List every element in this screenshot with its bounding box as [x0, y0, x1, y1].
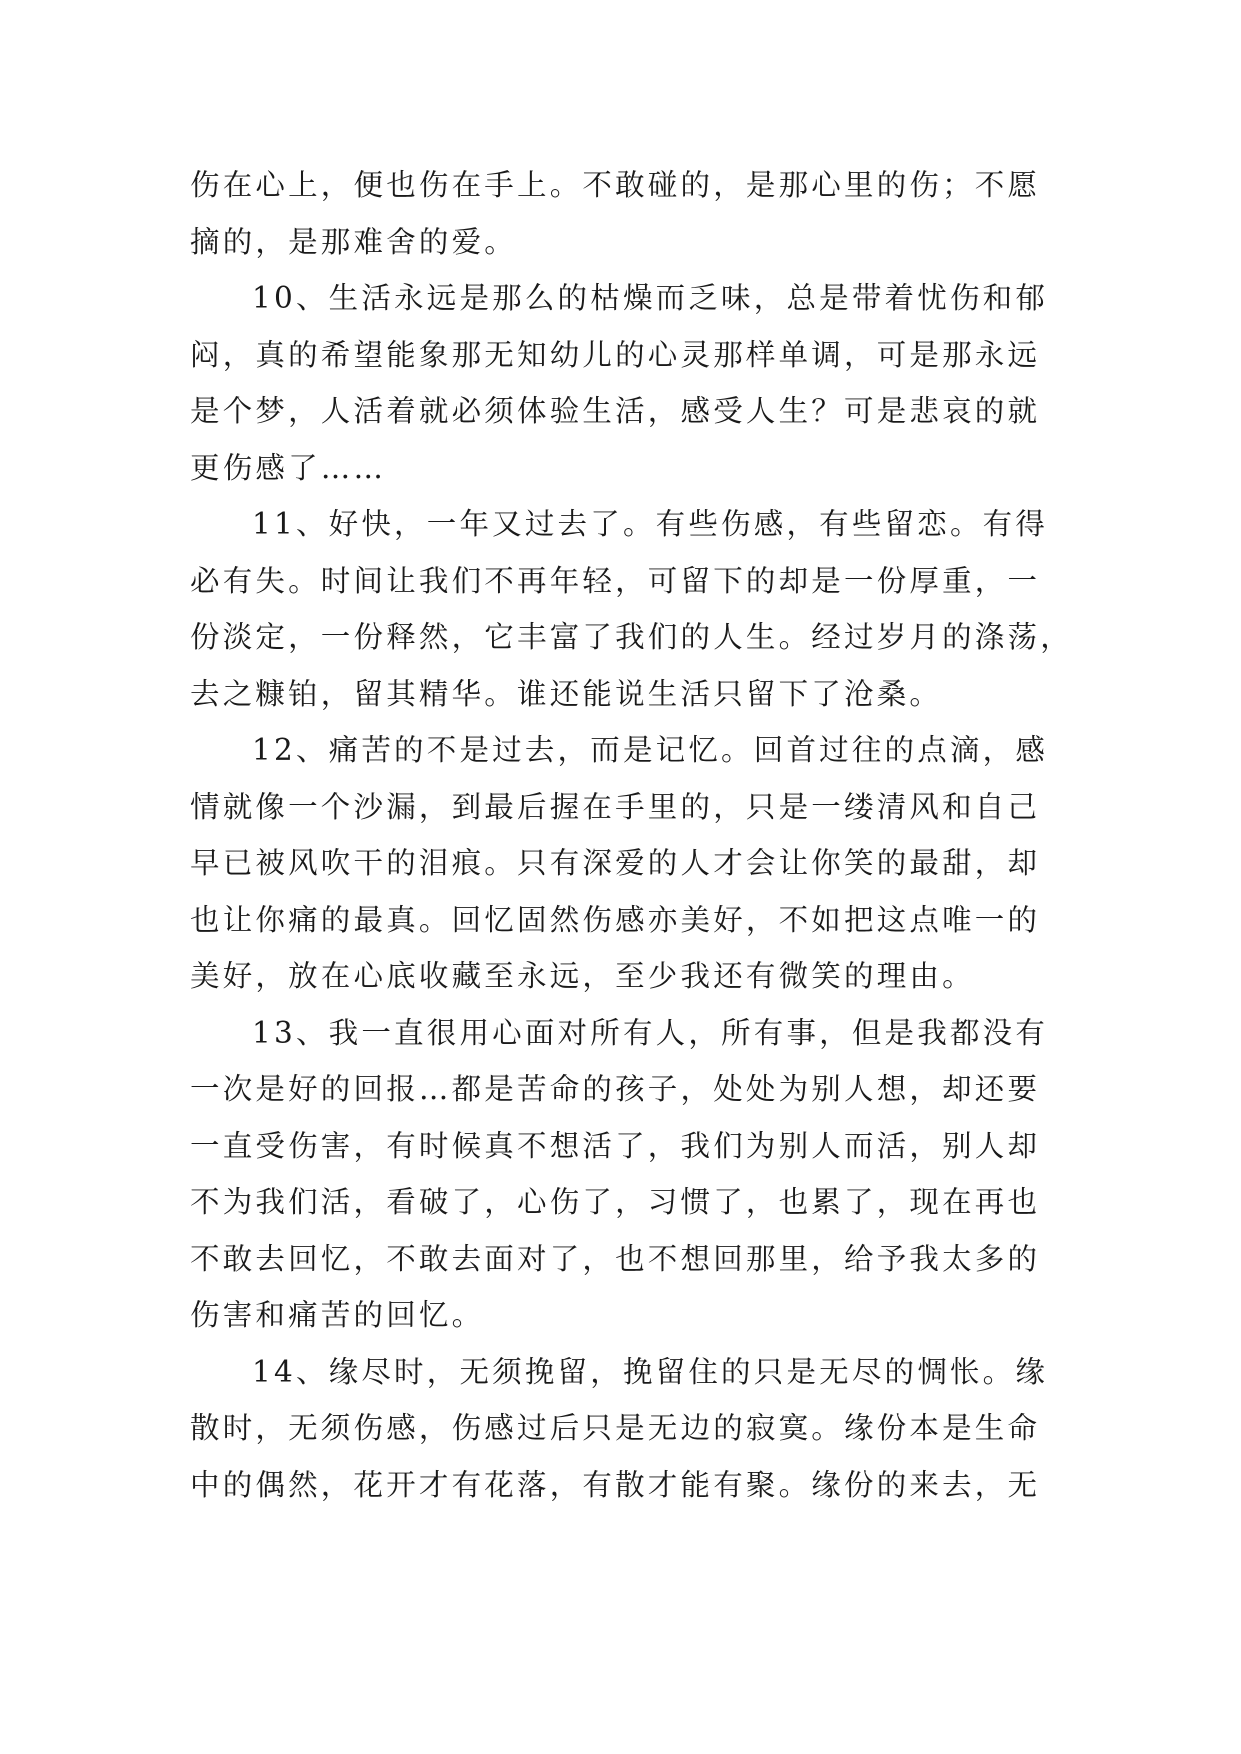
text-line: 散时，无须伤感，伤感过后只是无边的寂寞。缘份本是生命 — [190, 1411, 1041, 1445]
text-line: 一次是好的回报…都是苦命的孩子，处处为别人想，却还要 — [190, 1072, 1041, 1106]
text-line: 不敢去回忆，不敢去面对了，也不想回那里，给予我太多的 — [190, 1241, 1041, 1276]
text-line: 去之糠铂，留其精华。谁还能说生活只留下了沧桑。 — [190, 676, 943, 711]
text-line: 更伤感了…… — [190, 450, 387, 485]
text-line: 中的偶然，花开才有花落，有散才能有聚。缘份的来去，无 — [190, 1467, 1041, 1502]
text-line: 是个梦，人活着就必须体验生活，感受人生？可是悲哀的就 — [190, 394, 1041, 428]
text-line: 闷，真的希望能象那无知幼儿的心灵那样单调，可是那永远 — [190, 337, 1041, 372]
text-line: 12、痛苦的不是过去，而是记忆。回首过往的点滴，感 — [252, 733, 1049, 767]
text-line: 10、生活永远是那么的枯燥而乏味，总是带着忧伤和郁 — [252, 281, 1049, 315]
text-line: 不为我们活，看破了，心伤了，习惯了，也累了，现在再也 — [190, 1185, 1041, 1219]
text-line: 13、我一直很用心面对所有人，所有事，但是我都没有 — [252, 1015, 1049, 1050]
document-body-text — [190, 157, 1073, 1513]
text-line: 情就像一个沙漏，到最后握在手里的，只是一缕清风和自己 — [190, 789, 1041, 824]
text-line: 伤在心上，便也伤在手上。不敢碰的，是那心里的伤；不愿 — [190, 168, 1041, 202]
text-line: 摘的，是那难舍的爱。 — [190, 224, 518, 259]
text-line: 美好，放在心底收藏至永远，至少我还有微笑的理由。 — [190, 959, 975, 993]
text-line: 11、好快，一年又过去了。有些伤感，有些留恋。有得 — [252, 507, 1049, 541]
text-line: 伤害和痛苦的回忆。 — [190, 1298, 485, 1332]
text-line: 早已被风吹干的泪痕。只有深爱的人才会让你笑的最甜，却 — [190, 846, 1041, 880]
text-line: 必有失。时间让我们不再年轻，可留下的却是一份厚重，一 — [190, 563, 1041, 598]
text-line: 14、缘尽时，无须挽留，挽留住的只是无尽的惆怅。缘 — [252, 1354, 1049, 1389]
text-line: 也让你痛的最真。回忆固然伤感亦美好，不如把这点唯一的 — [190, 902, 1041, 937]
text-line: 一直受伤害，有时候真不想活了，我们为别人而活，别人却 — [190, 1128, 1041, 1163]
text-line: 份淡定，一份释然，它丰富了我们的人生。经过岁月的涤荡， — [190, 620, 1073, 654]
